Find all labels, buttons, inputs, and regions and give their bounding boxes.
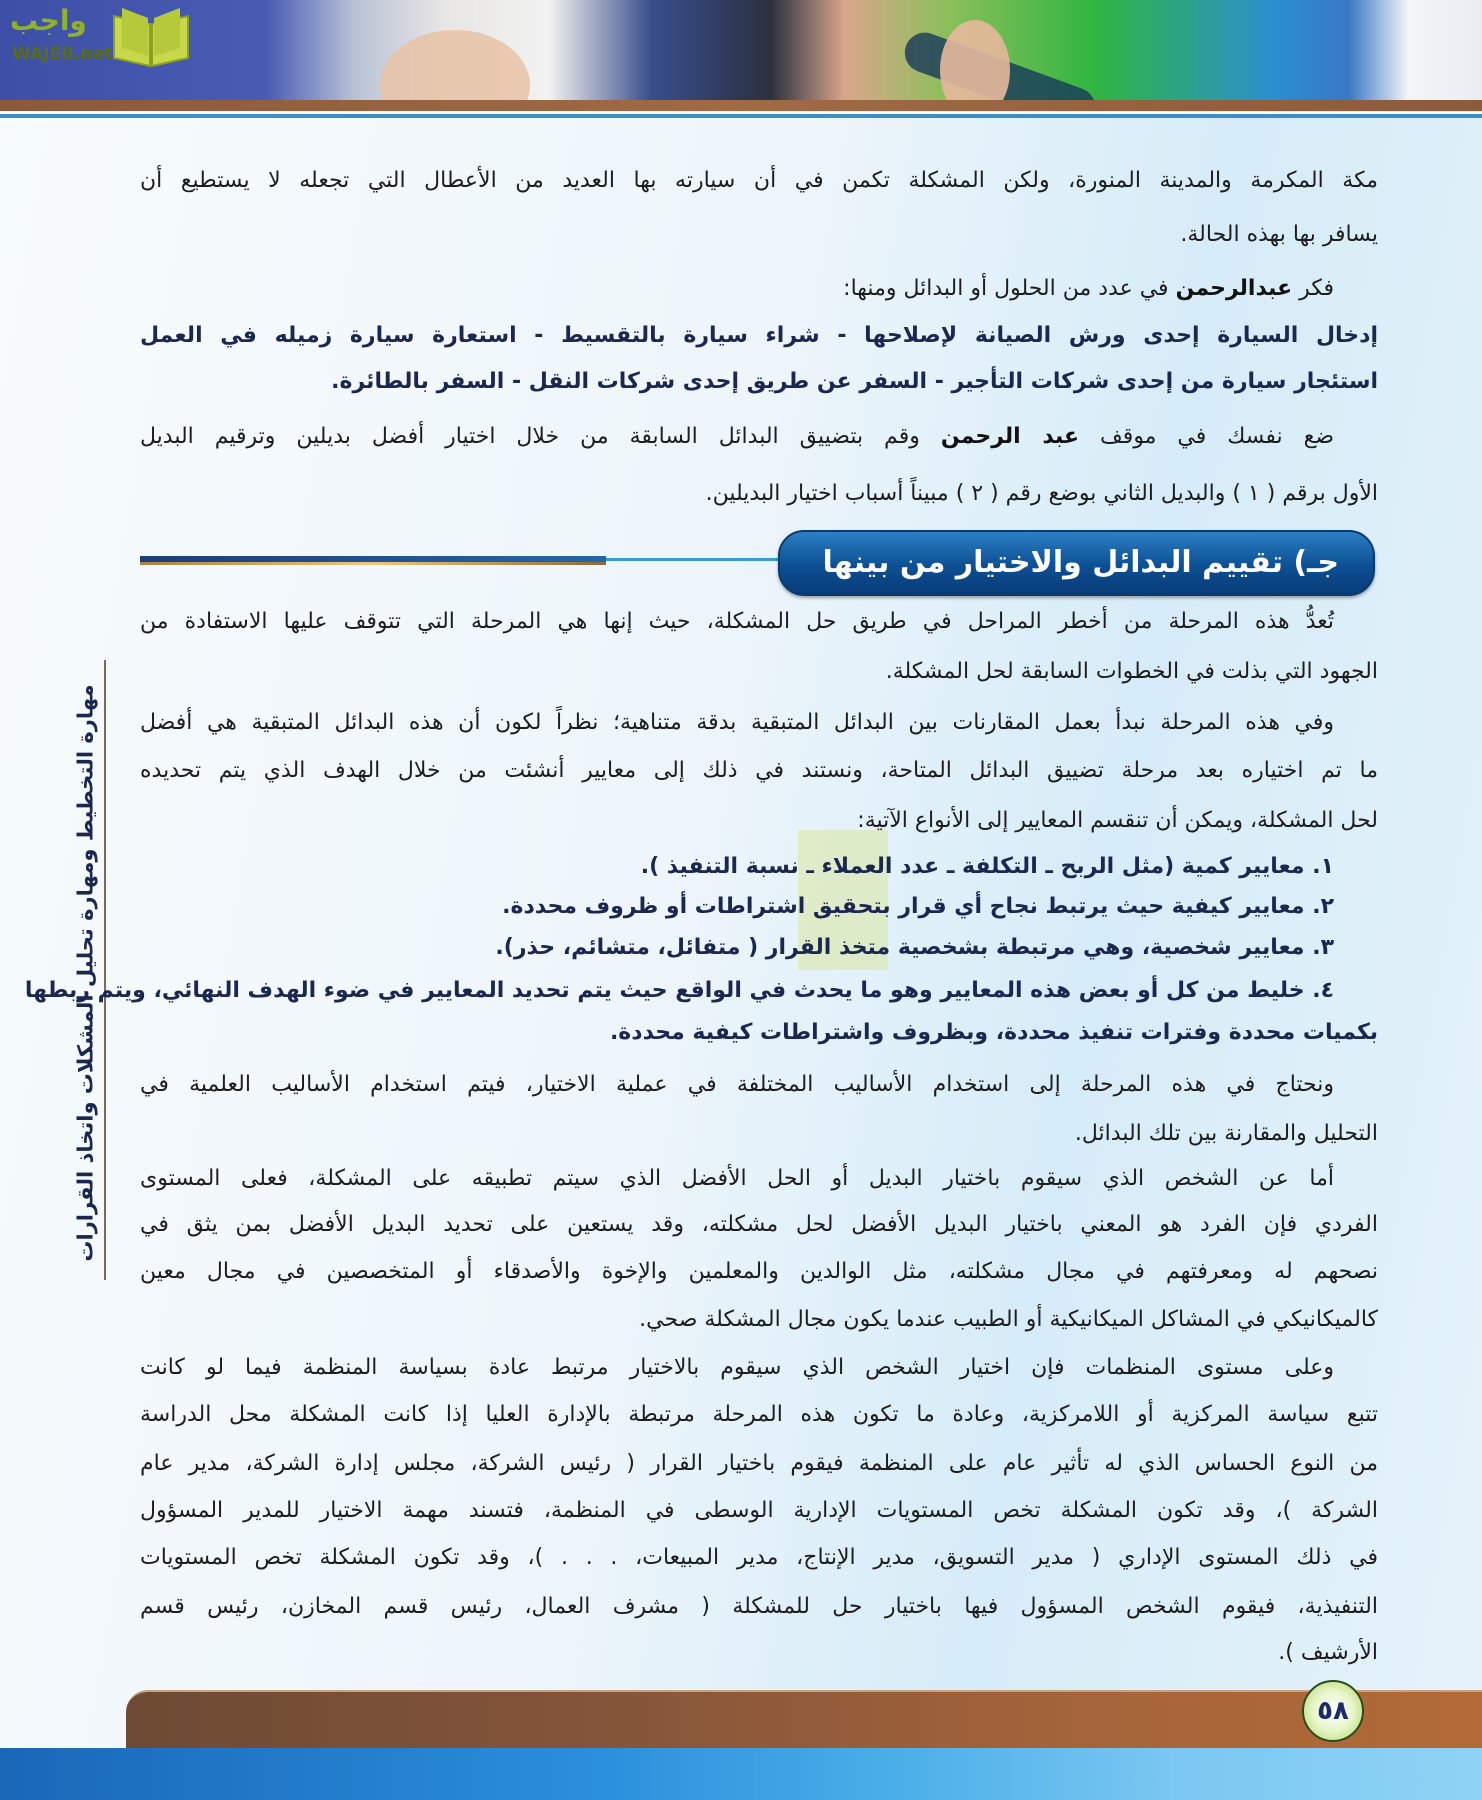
paragraph-line: الأرشيف ). [1278,1640,1378,1665]
footer-decoration [0,1748,1482,1800]
paragraph-line: ما تم اختياره بعد مرحلة تضييق البدائل المتاحة، ونستند في ذلك إلى معايير أنشئت من خلال الهدف الذي يتم تحديده [140,758,1378,783]
paragraph-line: في ذلك المستوى الإداري ( مدير التسويق، مدير الإنتاج، مدير المبيعات، . . . )، وقد تكون المشكلة تخص المستويات [140,1545,1378,1570]
text: ضع نفسك في موقف [1079,424,1335,449]
criteria-item: ٢. معايير كيفية حيث يرتبط نجاح أي قرار بتحقيق اشتراطات أو ظروف محددة. [502,894,1334,919]
paragraph-line: وعلى مستوى المنظمات فإن اختيار الشخص الذي سيقوم بالاختيار مرتبط عادة بسياسة المنظمة فيما لو كانت [140,1355,1334,1380]
paragraph-line: أما عن الشخص الذي سيقوم باختيار البديل أو الحل الأفضل الذي سيتم تطبيقه على المشكلة، فعلى المستوى [140,1166,1334,1191]
text: فكر [1292,276,1334,301]
paragraph-line: التنفيذية، فيقوم الشخص المسؤول فيها باختيار حل للمشكلة ( مشرف العمال، رئيس قسم المخازن، رئيس قسم [140,1594,1378,1619]
paragraph-line: من النوع الحساس الذي له تأثير عام على المنظمة فيقوم باختيار القرار ( رئيس الشركة، مجلس إدارة الشركة، مدير عام [140,1451,1378,1476]
paragraph-line: يسافر بها بهذه الحالة. [1180,222,1378,247]
paragraph-line: تُعدُّ هذه المرحلة من أخطر المراحل في طريق حل المشكلة، حيث إنها هي المرحلة التي تتوقف عليها الاستفادة من [140,609,1334,634]
text: وقم بتضييق البدائل السابقة من خلال اختيار أفضل بديلين وترقيم البديل [140,424,941,449]
criteria-item: ٣. معايير شخصية، وهي مرتبطة بشخصية متخذ القرار ( متفائل، متشائم، حذر). [495,935,1334,960]
paragraph-line: الشركة )، وقد تكون المشكلة تخص المستويات الإدارية الوسطى في المنظمة، فتسند مهمة الاختيار للمدير المسؤول [140,1498,1378,1523]
paragraph-line: التحليل والمقارنة بين تلك البدائل. [1074,1121,1378,1146]
paragraph-line: تتبع سياسة المركزية أو اللامركزية، وعادة ما تكون هذه المرحلة مرتبطة بالإدارة العليا إذا كانت المشكلة محل الدراسة [140,1402,1378,1427]
paragraph-line: الأول برقم ( ١ ) والبديل الثاني بوضع رقم ( ٢ ) مبيناً أسباب اختيار البديلين. [705,481,1378,506]
wajeb-logo [8,4,193,70]
alternatives-line: استئجار سيارة من إحدى شركات التأجير - السفر عن طريق إحدى شركات النقل - السفر بالطائرة. [331,369,1378,394]
paragraph-line: نصحهم له ومعرفتهم في مجال مشكلته، مثل الوالدين والمعلمين والإخوة والأصدقاء أو المتخصصين في مجال معين [140,1259,1378,1284]
section-heading: جـ) تقييم البدائل والاختيار من بينها [778,530,1375,596]
paragraph-line: وفي هذه المرحلة نبدأ بعمل المقارنات بين البدائل المتبقية بدقة متناهية؛ نظراً لكون أن هذه البدائل المتبقية هي أفضل [140,710,1334,735]
person-name: عبدالرحمن [1175,276,1293,301]
footer-bar [126,1690,1482,1748]
person-name: عبد الرحمن [940,424,1080,449]
criteria-item: ٤. خليط من كل أو بعض هذه المعايير وهو ما يحدث في الواقع حيث يتم تحديد المعايير في ضوء الهدف النهائي، ويتم ربطها [24,978,1334,1003]
page-number: ٥٨ [1302,1680,1364,1742]
paragraph-line [140,265,1378,313]
heading-rule [140,556,800,566]
criteria-item: ١. معايير كمية (مثل الربح ـ التكلفة ـ عدد العملاء ـ نسبة التنفيذ ). [640,854,1334,879]
header-banner-image [0,0,1482,100]
paragraph-line: الجهود التي بذلت في الخطوات السابقة لحل المشكلة. [885,659,1378,684]
paragraph-line: ونحتاج في هذه المرحلة إلى استخدام الأساليب المختلفة في عملية الاختيار، فيتم استخدام الأساليب العلمية في [140,1072,1334,1097]
logo-text: واجب [10,4,87,37]
criteria-item: بكميات محددة وفترات تنفيذ محددة، وبظروف واشتراطات كيفية محددة. [609,1020,1378,1045]
paragraph-line: كالميكانيكي في المشاكل الميكانيكية أو الطبيب عندما يكون مجال المشكلة صحي. [639,1307,1378,1332]
paragraph-line: لحل المشكلة، ويمكن أن تنقسم المعايير إلى الأنواع الآتية: [857,808,1378,833]
paragraph-line: مكة المكرمة والمدينة المنورة، ولكن المشكلة تكمن في أن سيارته بها العديد من الأعطال التي تجعله لا يستطيع أن [140,168,1378,193]
book-icon [112,6,190,68]
logo-net: WAJEB.net [12,44,113,64]
alternatives-line: إدخال السيارة إحدى ورش الصيانة لإصلاحها - شراء سيارة بالتقسيط - استعارة سيارة زميله في العمل [140,323,1378,348]
header-divider [0,100,1482,111]
text: في عدد من الحلول أو البدائل ومنها: [843,276,1176,301]
paragraph-line: الفردي فإن الفرد هو المعني باختيار البديل الأفضل لحل مشكلته، وقد يستعين على تحديد البديل الأفضل بمن يثق في [140,1212,1378,1237]
paragraph-line [140,413,1378,461]
header-rule [0,112,1482,118]
sidebar-title-text: مهارة التخطيط ومهارة تحليل المشكلات واتخاذ القرارات [74,684,98,1262]
